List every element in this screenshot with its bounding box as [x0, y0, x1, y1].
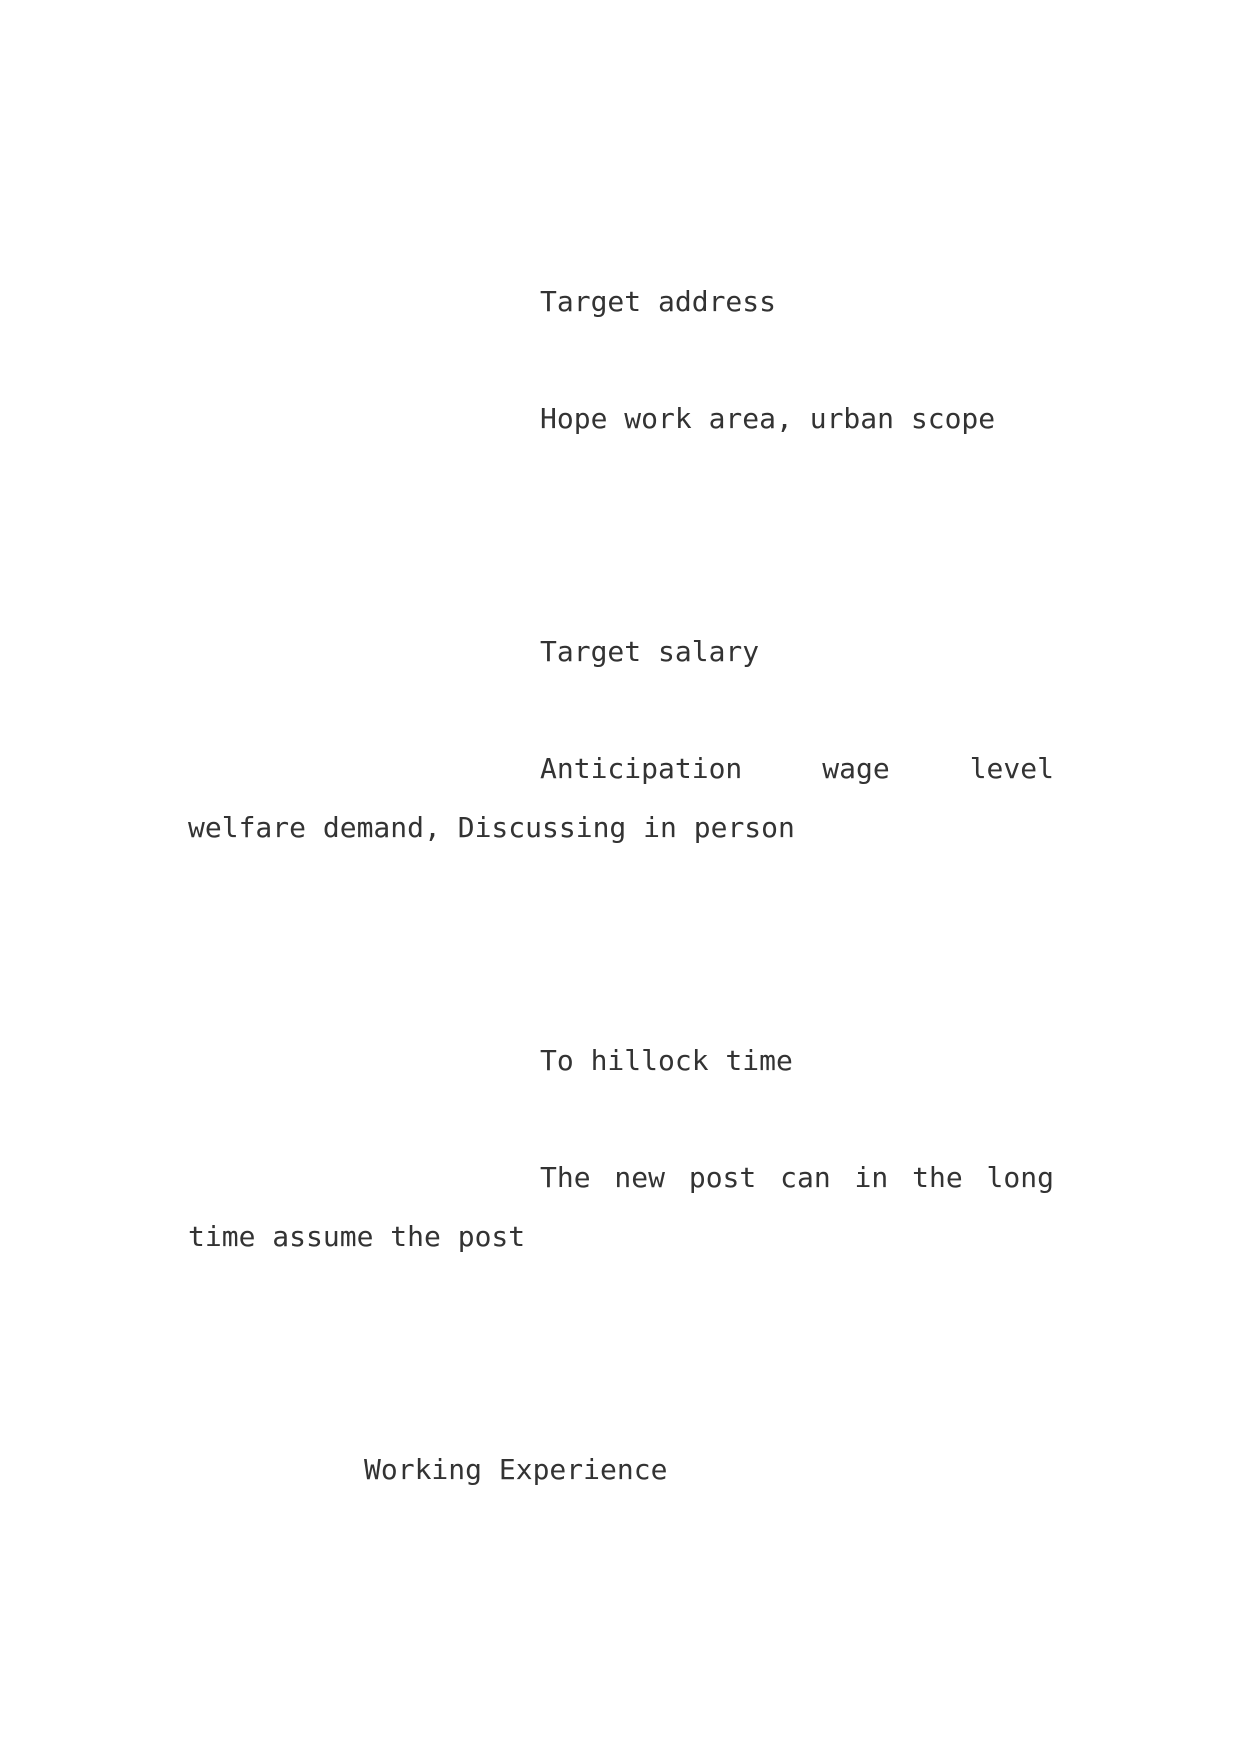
target-address-value: Hope work area, urban scope	[540, 402, 996, 435]
word: post	[688, 1161, 757, 1194]
word: in	[854, 1161, 889, 1194]
word: new	[614, 1161, 665, 1194]
to-hillock-heading: To hillock time	[540, 1044, 793, 1077]
word: can	[780, 1161, 831, 1194]
to-hillock-line-2: time assume the post	[188, 1220, 526, 1253]
target-salary-line-2: welfare demand, Discussing in person	[188, 811, 795, 844]
word: long	[986, 1161, 1054, 1194]
target-salary-heading: Target salary	[540, 635, 760, 668]
to-hillock-line-1	[540, 1160, 1054, 1196]
target-address-heading: Target address	[540, 285, 777, 318]
working-experience-heading: Working Experience	[364, 1453, 668, 1486]
target-salary-line-1	[540, 751, 1054, 787]
word: Anticipation	[540, 752, 743, 785]
word: the	[912, 1161, 963, 1194]
word: wage	[822, 752, 890, 785]
word: level	[969, 752, 1054, 785]
word: The	[540, 1161, 591, 1194]
